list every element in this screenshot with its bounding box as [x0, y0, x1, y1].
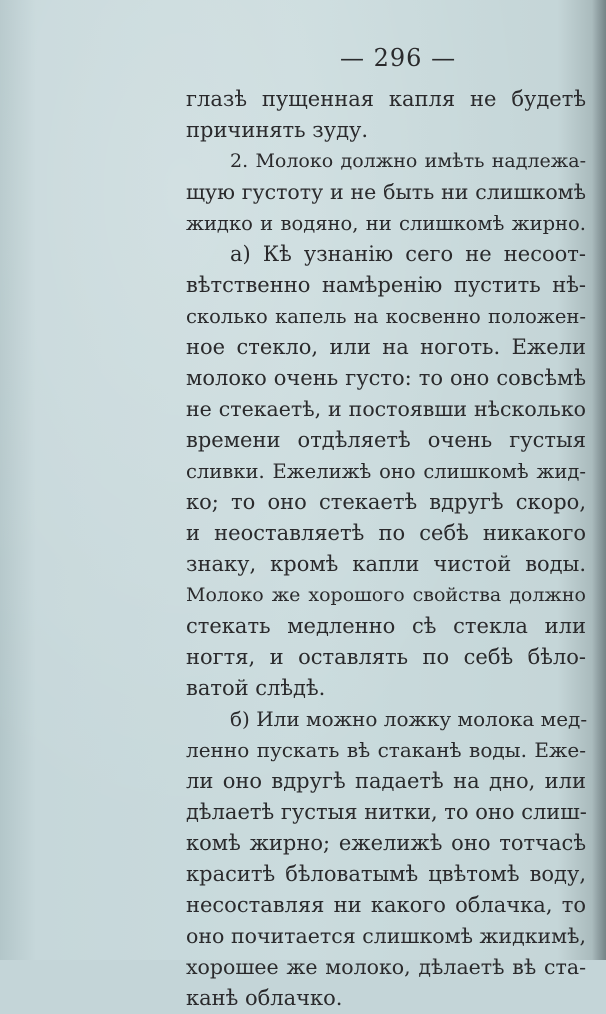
text-line: ватой слѣдѣ. [186, 676, 326, 700]
text-line: глазѣ пущенная капля не будетѣ [186, 87, 586, 111]
text-line: времени отдѣляетѣ очень густыя [186, 428, 586, 452]
text-line: сливки. Ежелижѣ оно слишкомѣ жид- [186, 460, 586, 483]
page-edge-shadow [592, 0, 606, 960]
paragraph-start-line: б) Или можно ложку молока мед- [230, 707, 588, 731]
text-line: канѣ облачко. [186, 986, 343, 1010]
paragraph-start-line: 2. Молоко должно имѣть надлежа- [230, 150, 586, 172]
text-line: ли оно вдругѣ падаетѣ на дно, или [186, 769, 586, 793]
text-line: комѣ жирно; ежелижѣ оно тотчасѣ [186, 831, 586, 855]
text-line: причинять зуду. [186, 118, 369, 142]
text-line: дѣлаетѣ густыя нитки, то оно слиш- [186, 800, 587, 824]
text-line: ко; то оно стекаетѣ вдругѣ скоро, [186, 490, 586, 514]
page-number: — 296 — [340, 44, 457, 72]
text-line: вѣтственно намѣренію пустить нѣ- [186, 273, 586, 297]
text-line: сколько капель на косвенно положен- [186, 305, 586, 328]
text-line: оно почитается слишкомѣ жидкимѣ, [186, 924, 586, 948]
paragraph-start-line: а) Кѣ узнанію сего не несоот- [230, 242, 586, 266]
text-line: знаку, кромѣ капли чистой воды. [186, 552, 586, 576]
text-line: и неоставляетѣ по себѣ никакого [186, 521, 586, 545]
text-line: не стекаетѣ, и постоявши нѣсколько [186, 397, 586, 421]
text-line: Молоко же хорошого свойства должно [186, 584, 586, 606]
text-line: ногтя, и оставлять по себѣ бѣло- [186, 645, 586, 669]
text-line: стекать медленно сѣ стекла или [186, 614, 586, 638]
text-line: ное стекло, или на ноготь. Ежели [186, 335, 586, 359]
text-line: молоко очень густо: то оно совсѣмѣ [186, 366, 586, 390]
text-line: ленно пускать вѣ стаканѣ воды. Еже- [186, 738, 586, 762]
text-line: щую густоту и не быть ни слишкомѣ [186, 180, 586, 204]
text-line: краситѣ бѣловатымѣ цвѣтомѣ воду, [186, 862, 586, 886]
text-line: хорошее же молоко, дѣлаетѣ вѣ ста- [186, 955, 586, 979]
text-line: жидко и водяно, ни слишкомѣ жирно. [186, 212, 586, 235]
text-line: несоставляя ни какого облачка, то [186, 893, 586, 917]
